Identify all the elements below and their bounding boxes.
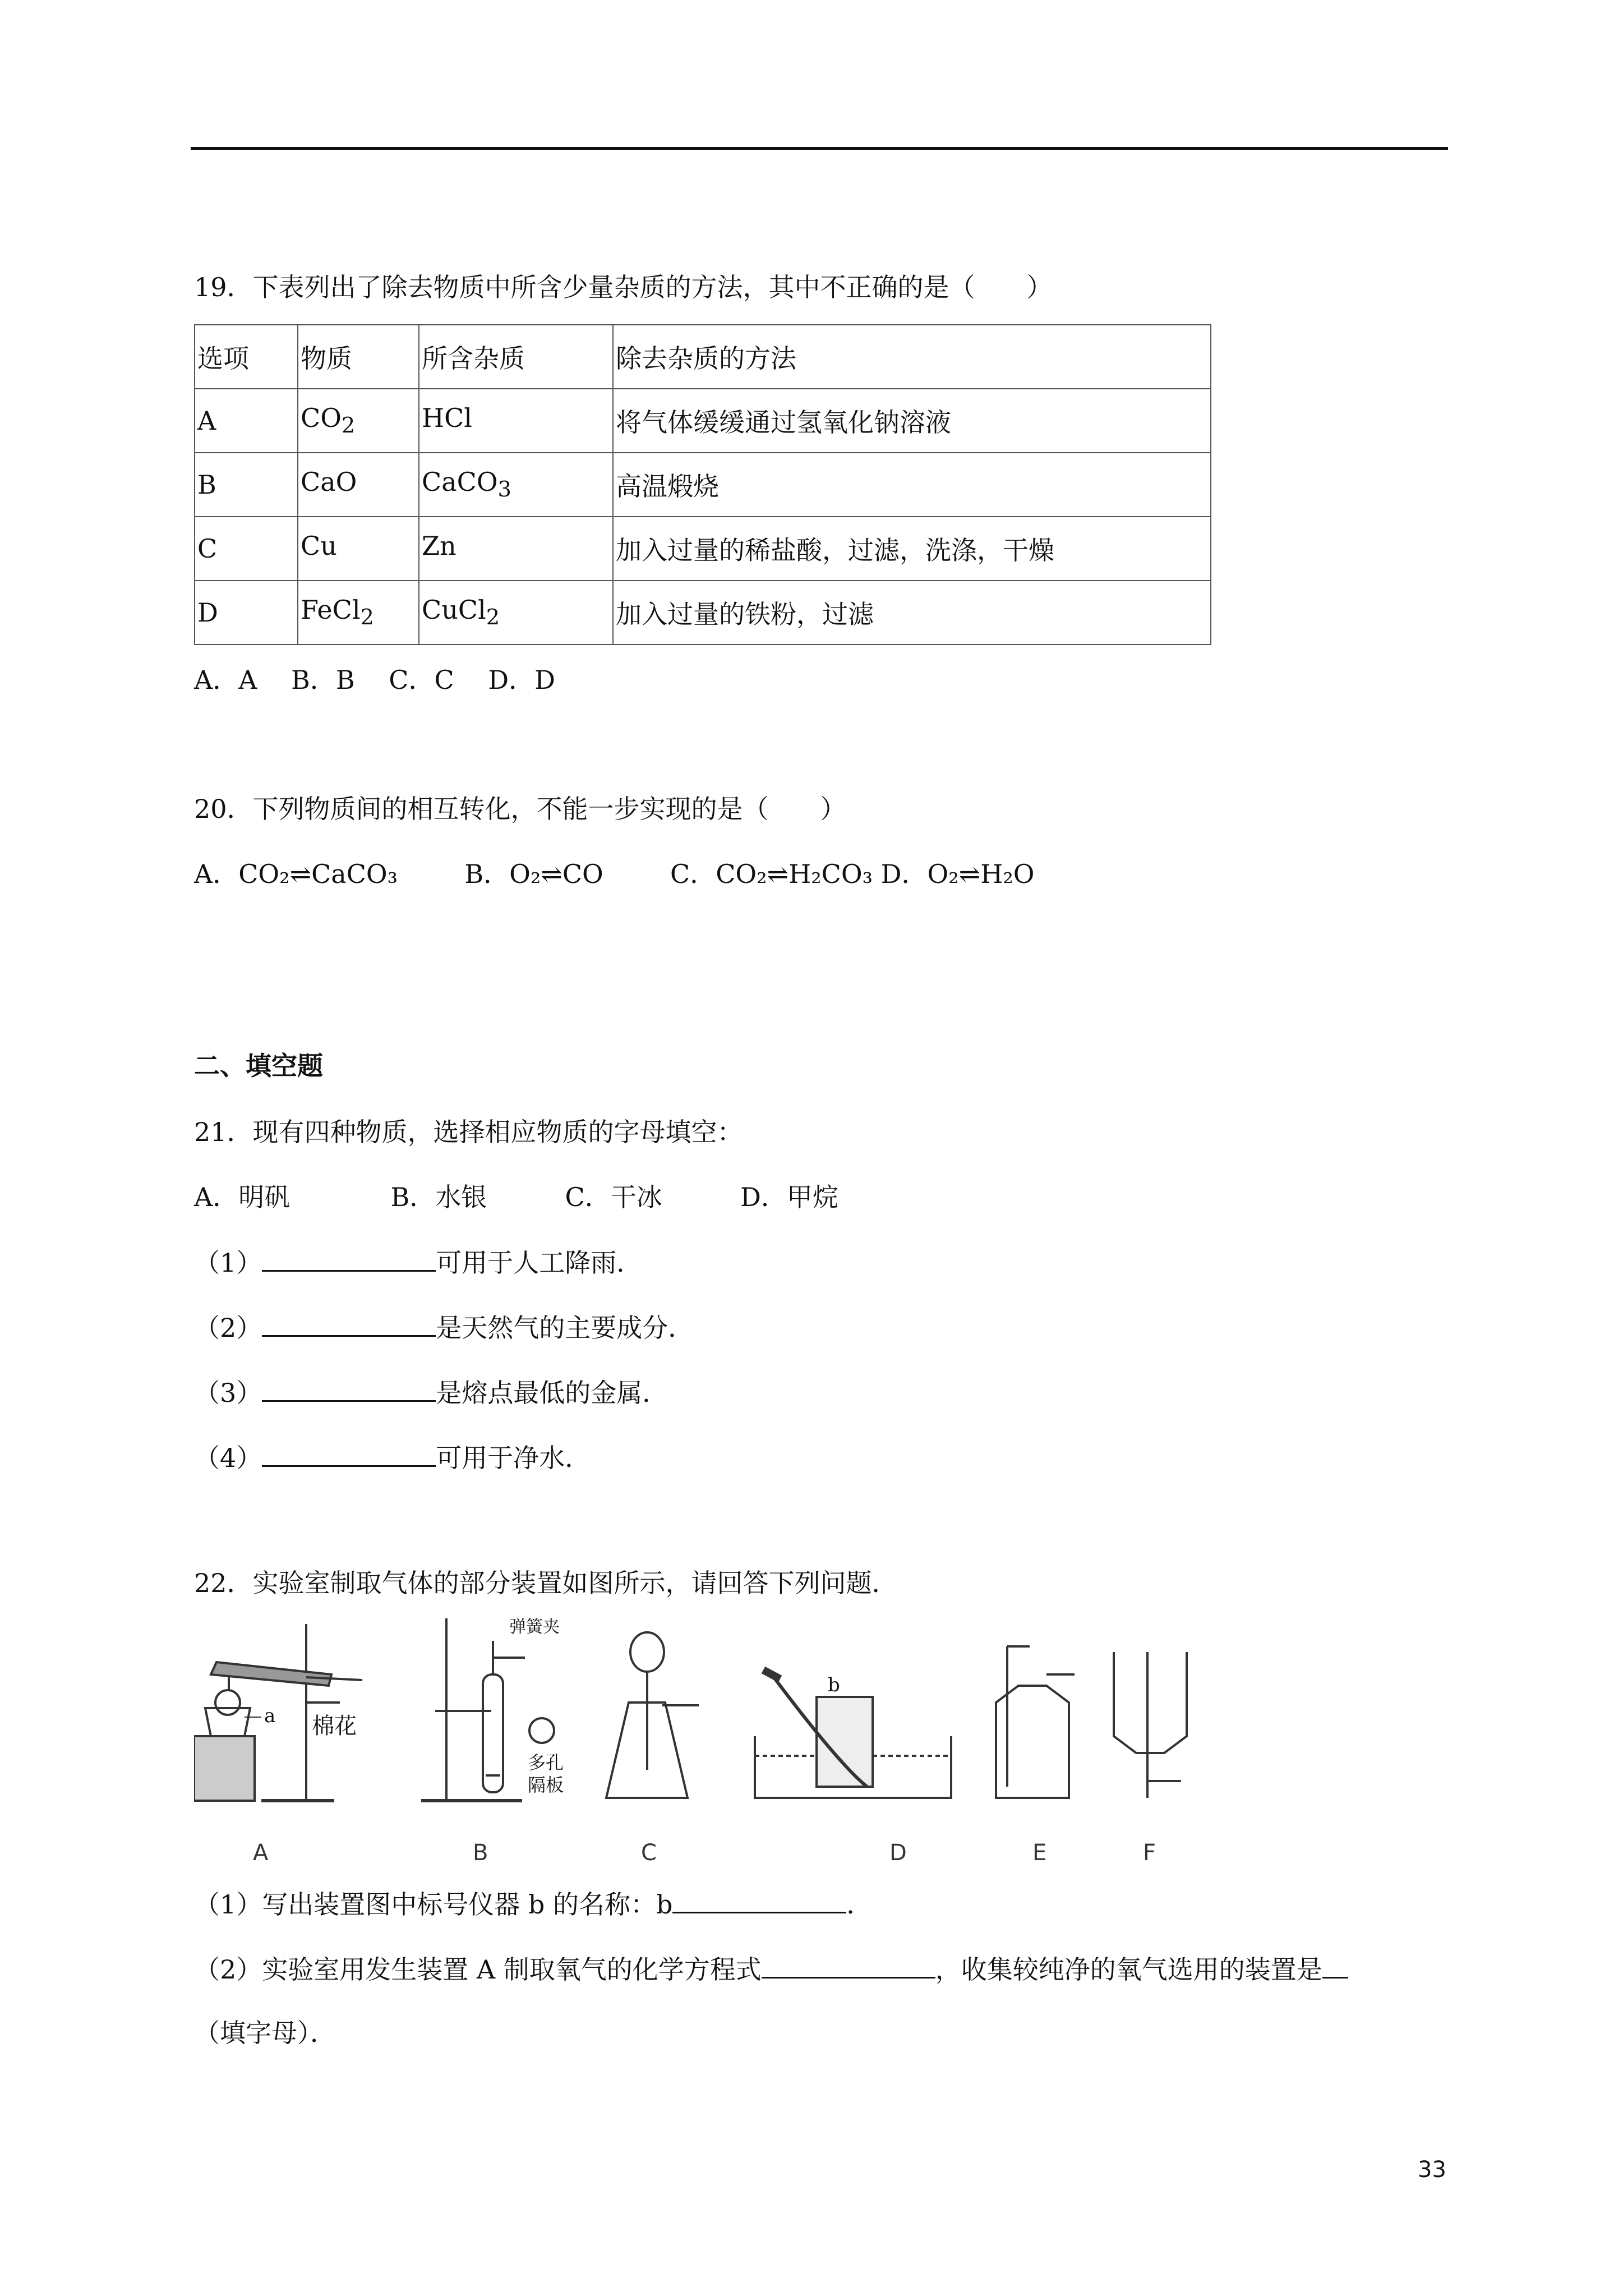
- option-cell: A: [195, 389, 298, 453]
- header-rule: [191, 147, 1448, 150]
- apparatus-f: [1114, 1652, 1187, 1798]
- apparatus-drawing: [194, 1618, 1243, 1876]
- q19-stem: 19．下表列出了除去物质中所含少量杂质的方法，其中不正确的是（ ）: [194, 272, 1053, 302]
- apparatus-e: [996, 1646, 1075, 1798]
- q20-choice-d: D．O₂⇌H₂O: [880, 859, 1035, 889]
- method-cell: 将气体缓缓通过氢氧化钠溶液: [613, 389, 1211, 453]
- q21-item: （3） 是熔点最低的金属．: [194, 1374, 668, 1410]
- apparatus-d: [755, 1670, 951, 1798]
- q22-sub2-end: （填字母）．: [194, 2018, 336, 2048]
- impurity-cell: CuCl$_2$: [419, 581, 613, 645]
- answer-blank[interactable]: [262, 1374, 436, 1402]
- table-row: [195, 389, 1211, 453]
- impurity-cell: CaCO$_3$: [419, 453, 613, 517]
- label-plate-2: 隔板: [528, 1774, 564, 1796]
- apparatus-b: [421, 1618, 564, 1801]
- q20-choice-b: B．O₂⇌CO: [464, 859, 603, 889]
- q22-sub1: （1）写出装置图中标号仪器 b 的名称：b ．: [194, 1886, 872, 1921]
- impurity-cell: HCl: [419, 389, 613, 453]
- option-cell: D: [195, 581, 298, 645]
- figure-label-b: B: [473, 1840, 488, 1866]
- option-cell: B: [195, 453, 298, 517]
- substance-cell: CaO: [298, 453, 419, 517]
- q20-choice-a: A．CO₂⇌CaCO₃: [194, 859, 398, 889]
- label-cotton: 棉花: [312, 1713, 357, 1739]
- apparatus-a: [194, 1624, 362, 1801]
- apparatus-c: [606, 1632, 699, 1798]
- substance-cell: FeCl$_2$: [298, 581, 419, 645]
- label-a-marker: a: [264, 1705, 276, 1727]
- q20-choice-c: C．CO₂⇌H₂CO₃: [670, 859, 873, 889]
- table-header-cell: 所含杂质: [419, 325, 613, 389]
- q21-options: [194, 1180, 838, 1214]
- substance-cell: $CO_2$: [298, 389, 419, 453]
- q21-item: （1） 可用于人工降雨．: [194, 1244, 642, 1280]
- label-plate-1: 多孔: [528, 1752, 564, 1773]
- table-header-row: [195, 325, 1211, 389]
- label-b-marker: b: [828, 1674, 840, 1696]
- q21-option: A．明矾: [194, 1182, 291, 1212]
- page-number: 33: [1418, 2157, 1446, 2183]
- q22-stem: 22．实验室制取气体的部分装置如图所示，请回答下列问题．: [194, 1568, 898, 1598]
- table-row: [195, 517, 1211, 581]
- q21-item: （2） 是天然气的主要成分．: [194, 1309, 694, 1345]
- apparatus-figure: [194, 1618, 1243, 1876]
- table-header-cell: 除去杂质的方法: [613, 325, 1211, 389]
- answer-blank[interactable]: [262, 1244, 436, 1272]
- q21-option: B．水银: [390, 1182, 487, 1212]
- answer-blank[interactable]: [672, 1886, 846, 1913]
- q19-choices: A．A B．B C．C D．D: [194, 665, 556, 695]
- option-cell: C: [195, 517, 298, 581]
- figure-label-e: E: [1032, 1840, 1047, 1866]
- q20-stem: 20．下列物质间的相互转化，不能一步实现的是（ ）: [194, 794, 846, 824]
- q21-item: （4） 可用于净水．: [194, 1439, 591, 1475]
- table-header-cell: 物质: [298, 325, 419, 389]
- answer-blank[interactable]: [762, 1951, 935, 1978]
- q21-stem: 21．现有四种物质，选择相应物质的字母填空：: [194, 1117, 743, 1147]
- figure-label-d: D: [889, 1840, 907, 1866]
- table-row: [195, 581, 1211, 645]
- q20-choices: [194, 857, 1034, 891]
- table-row: [195, 453, 1211, 517]
- answer-blank[interactable]: [1322, 1951, 1348, 1978]
- figure-label-f: F: [1143, 1840, 1156, 1866]
- table-header-cell: 选项: [195, 325, 298, 389]
- impurity-cell: Zn: [419, 517, 613, 581]
- substance-cell: Cu: [298, 517, 419, 581]
- method-cell: 加入过量的铁粉，过滤: [613, 581, 1211, 645]
- method-cell: 加入过量的稀盐酸，过滤，洗涤，干燥: [613, 517, 1211, 581]
- figure-label-a: A: [253, 1840, 269, 1866]
- section-heading: 二、填空题: [194, 1051, 323, 1081]
- answer-blank[interactable]: [262, 1439, 436, 1467]
- q22-sub2: （2）实验室用发生装置 A 制取氧气的化学方程式 ，收集较纯净的氧气选用的装置是: [194, 1951, 1348, 1986]
- figure-label-c: C: [641, 1840, 657, 1866]
- label-clamp: 弹簧夹: [509, 1618, 560, 1637]
- q21-option: C．干冰: [565, 1182, 662, 1212]
- q21-option: D．甲烷: [740, 1182, 838, 1212]
- answer-blank[interactable]: [262, 1309, 436, 1337]
- impurity-table: [194, 324, 1211, 645]
- method-cell: 高温煅烧: [613, 453, 1211, 517]
